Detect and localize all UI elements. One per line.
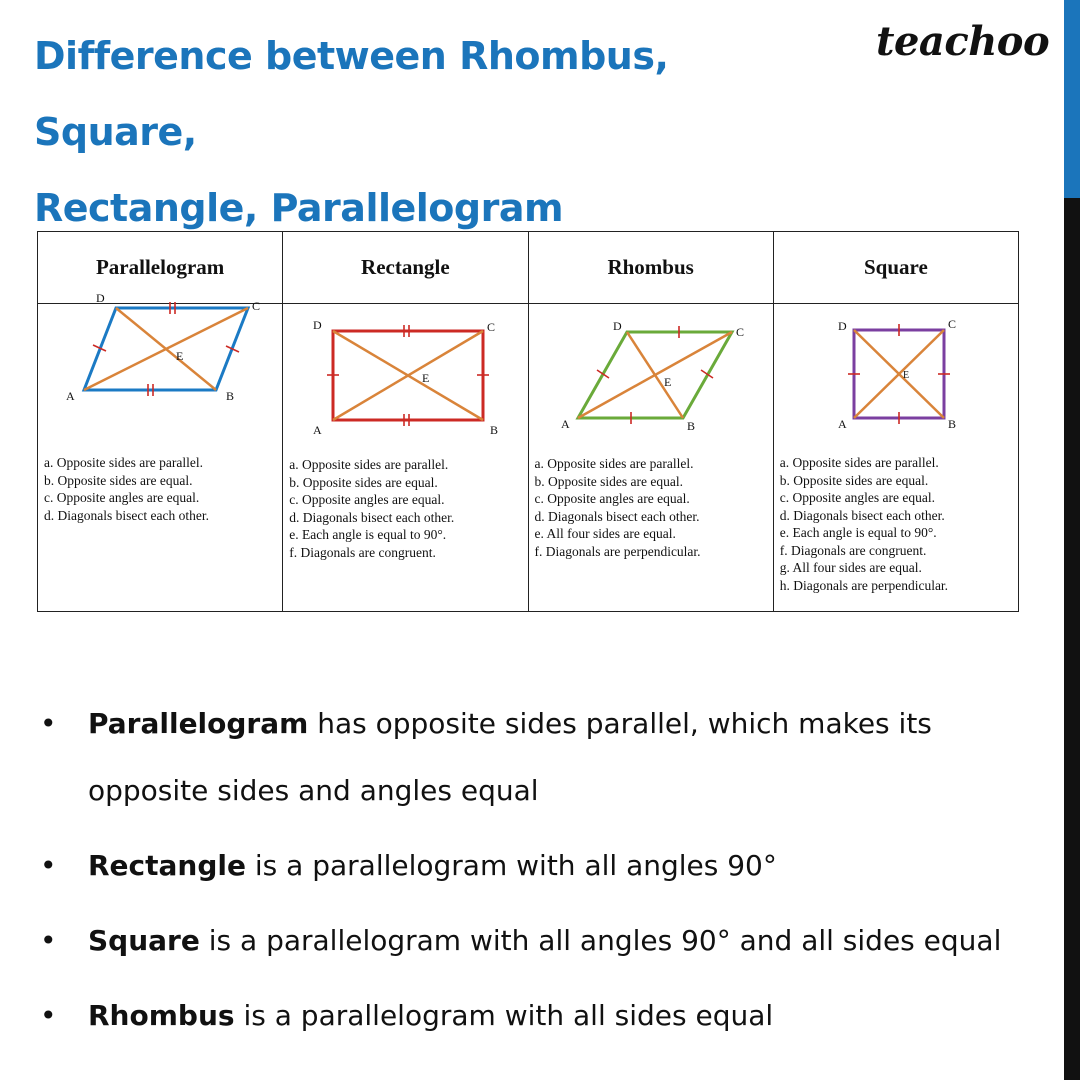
vertex-label-d: D	[612, 319, 622, 333]
parallelogram-figure	[38, 291, 280, 444]
cell-rectangle	[283, 304, 528, 612]
side-accent-gap	[1058, 0, 1064, 1080]
property-item: d. Diagonals bisect each other.	[779, 507, 945, 523]
property-item: d. Diagonals bisect each other.	[534, 508, 700, 524]
vertex-label-b: B	[226, 389, 235, 403]
property-item: d. Diagonals bisect each other.	[44, 507, 209, 523]
bullet-text: is a parallelogram with all angles 90° and all sides equal	[199, 924, 1002, 957]
teachoo-logo: teachoo	[876, 18, 1050, 65]
bullet-dot: •	[40, 924, 57, 957]
vertex-label-a: A	[837, 417, 847, 431]
header-rhombus: Rhombus	[528, 232, 773, 304]
bullet-text: is a parallelogram with all angles 90°	[246, 849, 777, 882]
vertex-label-d: D	[837, 319, 847, 333]
rhombus-properties	[529, 455, 773, 560]
summary-bullet-list	[40, 690, 1040, 1057]
bullet-term: Rhombus	[88, 999, 235, 1032]
side-accent-blue	[1064, 0, 1080, 198]
property-item: c. Opposite angles are equal.	[534, 491, 690, 506]
header-parallelogram: Parallelogram	[38, 232, 283, 304]
bullet-parallelogram	[40, 690, 1040, 824]
cell-rhombus	[528, 304, 773, 612]
parallelogram-properties	[38, 454, 282, 524]
header-rectangle: Rectangle	[283, 232, 528, 304]
property-item: b. Opposite sides are equal.	[289, 474, 438, 490]
property-item: e. Each angle is equal to 90°.	[289, 527, 447, 542]
vertex-label-e: E	[422, 371, 430, 385]
vertex-label-a: A	[66, 389, 75, 403]
property-item: a. Opposite sides are parallel.	[289, 457, 449, 472]
bullet-rectangle	[40, 832, 1040, 899]
bullet-text: has opposite sides parallel, which makes its opposite sides and angles equal	[88, 707, 932, 807]
bullet-term: Rectangle	[88, 849, 246, 882]
bullet-square	[40, 907, 1040, 974]
bullet-dot: •	[40, 849, 57, 882]
square-properties	[774, 454, 1018, 594]
title-line-2: Rectangle, Parallelogram	[34, 186, 564, 230]
table-header-row	[38, 232, 1019, 304]
vertex-label-a: A	[313, 423, 322, 437]
bullet-dot: •	[40, 707, 57, 740]
header-square: Square	[773, 232, 1018, 304]
cell-parallelogram	[38, 291, 283, 612]
property-item: a. Opposite sides are parallel.	[779, 455, 939, 470]
rhombus-figure	[529, 304, 771, 444]
rectangle-figure	[283, 304, 525, 444]
property-item: a. Opposite sides are parallel.	[44, 455, 203, 470]
rectangle-properties	[283, 456, 527, 561]
vertex-label-a: A	[560, 417, 570, 431]
vertex-label-e: E	[663, 375, 671, 389]
property-item: e. All four sides are equal.	[534, 526, 676, 541]
vertex-label-b: B	[490, 423, 499, 437]
vertex-label-e: E	[176, 349, 184, 363]
square-figure	[774, 304, 1016, 444]
property-item: d. Diagonals bisect each other.	[289, 509, 455, 525]
property-item: c. Opposite angles are equal.	[289, 492, 445, 507]
property-item: b. Opposite sides are equal.	[44, 472, 193, 488]
property-item: a. Opposite sides are parallel.	[534, 456, 694, 471]
title-line-1: Difference between Rhombus, Square,	[34, 34, 669, 154]
vertex-label-b: B	[686, 419, 695, 433]
property-item: f. Diagonals are perpendicular.	[534, 543, 701, 559]
vertex-label-c: C	[735, 325, 744, 339]
vertex-label-c: C	[947, 317, 956, 331]
bullet-term: Square	[88, 924, 200, 957]
bullet-term: Parallelogram	[88, 707, 309, 740]
page-title	[34, 18, 834, 246]
property-item: f. Diagonals are congruent.	[779, 542, 927, 558]
property-item: f. Diagonals are congruent.	[289, 544, 436, 560]
table-body-row	[38, 304, 1019, 612]
vertex-label-e: E	[902, 370, 909, 381]
diagonal-bd	[116, 308, 216, 390]
bullet-rhombus	[40, 982, 1040, 1049]
bullet-text: is a parallelogram with all sides equal	[234, 999, 774, 1032]
vertex-label-b: B	[947, 417, 956, 431]
property-item: b. Opposite sides are equal.	[534, 473, 683, 489]
vertex-label-c: C	[487, 320, 496, 334]
property-item: c. Opposite angles are equal.	[779, 490, 935, 505]
diagonal-bd	[627, 332, 683, 418]
property-item: e. Each angle is equal to 90°.	[779, 525, 937, 540]
comparison-table	[37, 231, 1019, 612]
vertex-label-c: C	[252, 299, 261, 313]
property-item: h. Diagonals are perpendicular.	[779, 577, 949, 593]
property-item: g. All four sides are equal.	[779, 560, 922, 575]
property-item: c. Opposite angles are equal.	[44, 490, 200, 505]
vertex-label-d: D	[96, 291, 105, 305]
property-item: b. Opposite sides are equal.	[779, 472, 929, 488]
bullet-dot: •	[40, 999, 57, 1032]
cell-square	[773, 304, 1018, 612]
vertex-label-d: D	[313, 318, 322, 332]
